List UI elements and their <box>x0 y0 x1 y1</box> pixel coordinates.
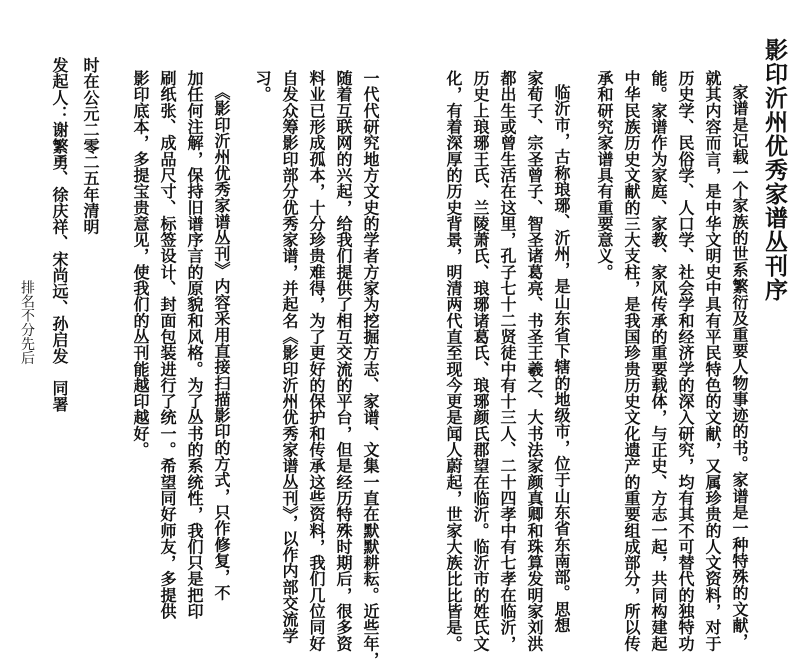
paragraph-4-line-4: 影印底本，多提宝贵意见，使我们的丛刊能越印越好。 <box>131 70 150 458</box>
ranking-note: 排名不分先后 <box>19 280 35 365</box>
paragraph-3-line-4: 自发众筹影印部分优秀家谱，并起名《影印沂州优秀家谱丛刊》，以作内部交流学 <box>280 70 299 644</box>
paragraph-4-line-1: 《影印沂州优秀家谱丛刊》内容采用直接扫描影印的方式，只作修复，不 <box>212 84 231 601</box>
sponsors-line: 发起人：谢繁勇、徐庆祥、宋尚远、孙启发 同署 <box>50 57 69 413</box>
paragraph-2-line-5: 化，有着深厚的历史背景，明清两代直至现今更是闻人蔚起，世家大族比比皆是。 <box>444 70 463 652</box>
paragraph-1-line-1: 家谱是记载一个家族的世系繁衍及重要人物事迹的书。家谱是一种特殊的文献， <box>730 84 749 650</box>
paragraph-1-line-6: 承和研究家谱具有重要意义。 <box>595 70 614 280</box>
paragraph-3-line-3: 料业已形成孤本，十分珍贵难得，为了更好的保护和传承这些资料，我们几位同好 <box>307 70 326 652</box>
paragraph-3-line-1: 一代代研究地方文史的学者方家为挖掘方志、家谱、文集一直在默默耕耘。近些年， <box>361 70 380 668</box>
page-title: 影印沂州优秀家谱丛刊序 <box>761 38 788 302</box>
paragraph-4-line-3: 刷纸张、成品尺寸、标签设计、封面包装进行了统一。希望同好师友，多提供 <box>158 70 177 620</box>
paragraph-2-line-4: 历史上琅琊王氏、兰陵萧氏、琅琊诸葛氏、琅琊颜氏郡望在临沂。临沂市的姓氏文 <box>471 70 490 652</box>
paragraph-2-line-1: 临沂市，古称琅琊、沂州，是山东省下辖的地级市，位于山东省东南部。思想 <box>552 84 571 634</box>
paragraph-4-line-2: 加任何注解，保持旧谱序言的原貌和风格。为了丛书的系统性，我们只是把印 <box>185 70 204 620</box>
date-line: 时在公元二零二五年清明 <box>81 57 100 235</box>
paragraph-1-line-2: 就其内容而言，是中华文明史中具有平民特色的文献，又属珍贵的人文资料，对于 <box>703 70 722 652</box>
paragraph-1-line-3: 历史学、民俗学、人口学、社会学和经济学的深入研究，均有其不可替代的独特功 <box>676 70 695 652</box>
paragraph-2-line-2: 家荀子、宗圣曾子、智圣诸葛亮、书圣王羲之、大书法家颜真卿和珠算发明家刘洪 <box>525 70 544 652</box>
paragraph-2-line-3: 都出生或曾生活在这里，孔子七十二贤徒中有十三人、二十四孝中有七孝在临沂， <box>498 70 517 652</box>
paragraph-1-line-5: 中华民族历史文献的三大支柱，是我国珍贵历史文化遗产的重要组成部分，所以传 <box>622 70 641 652</box>
paragraph-3-line-2: 随着互联网的兴起，给我们提供了相互交流的平台，但是经历特殊时期后，很多资 <box>334 70 353 652</box>
paragraph-1-line-4: 能。家谱作为家庭、家教、家风传承的重要载体，与正史、方志一起，共同构建起 <box>649 70 668 652</box>
paragraph-3-line-5: 习。 <box>253 70 272 103</box>
